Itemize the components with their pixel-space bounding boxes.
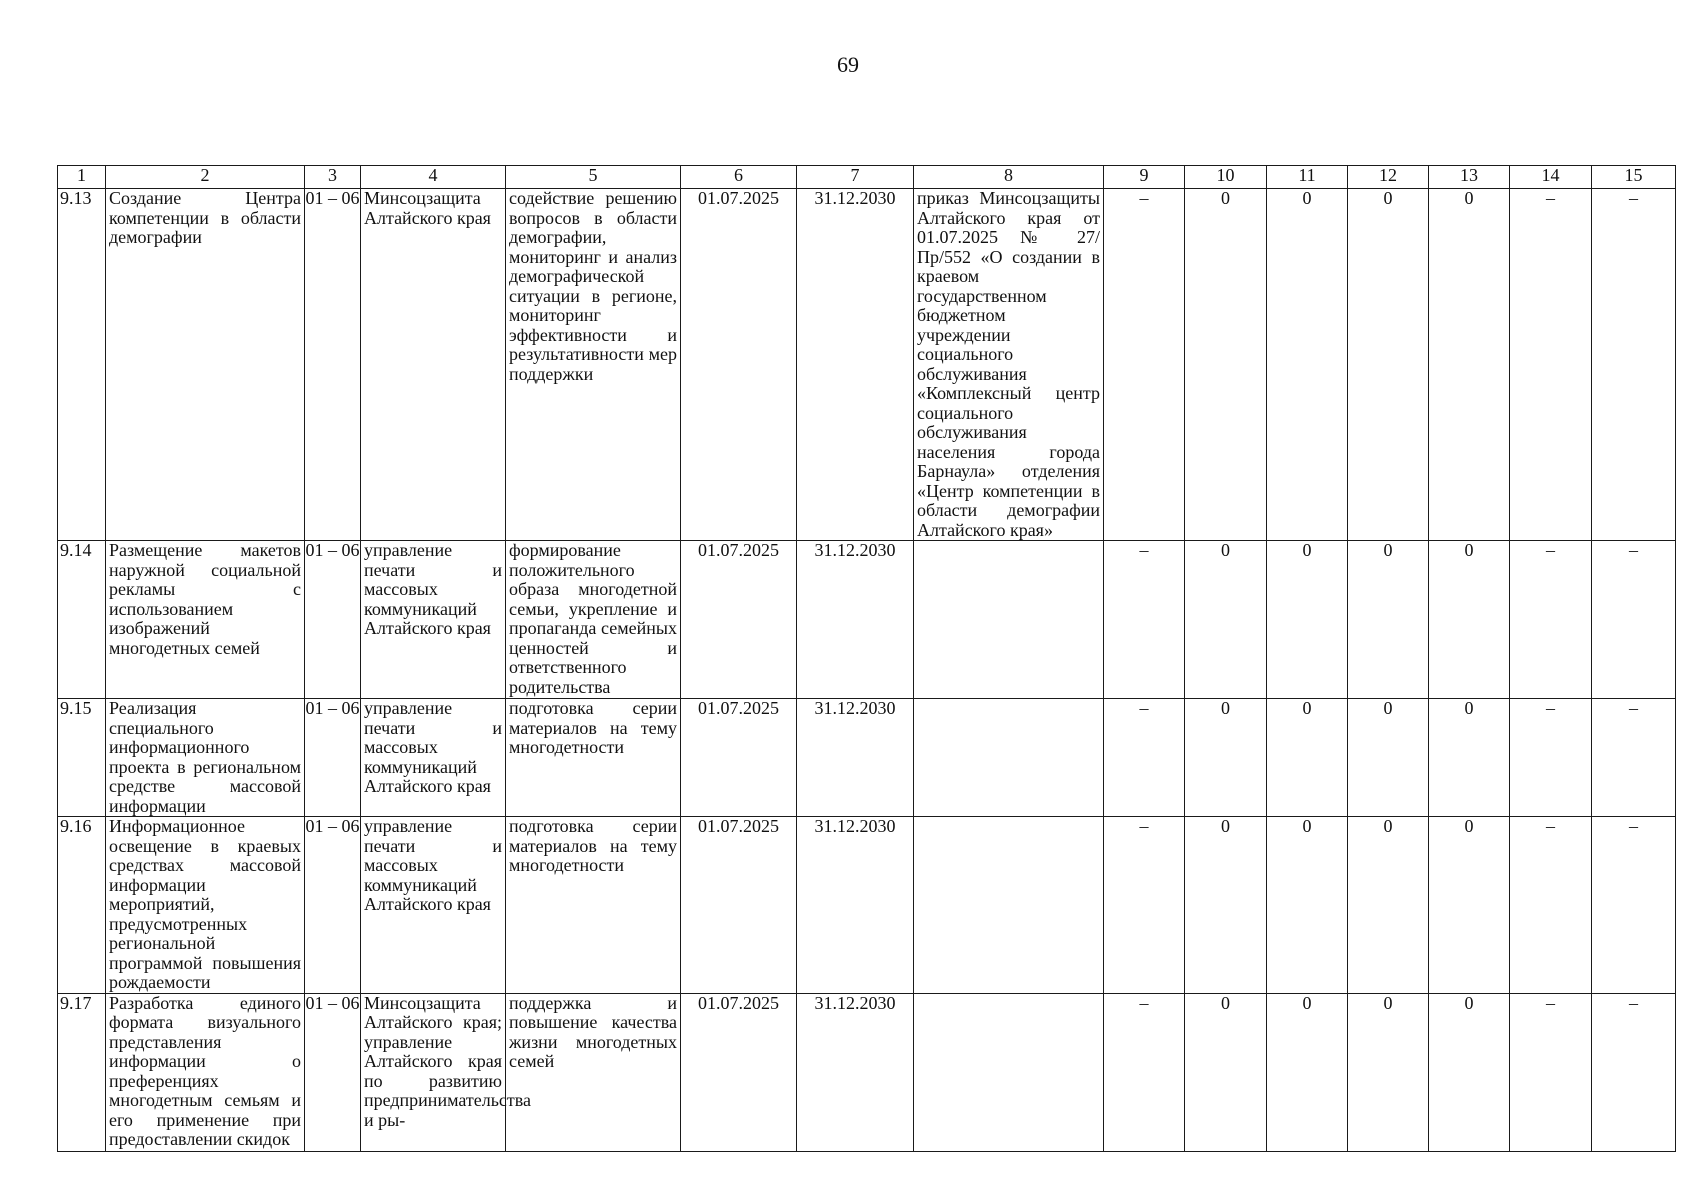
column-header: 11 (1267, 166, 1348, 189)
value-col-9: – (1104, 541, 1185, 699)
value-col-13: 0 (1429, 993, 1510, 1151)
value-col-13: 0 (1429, 541, 1510, 699)
expected-result: формирование положительного образа многодетной семьи, укрепление и пропаганда семейных ценностей и ответственного родительства (506, 541, 681, 699)
value-col-9: – (1104, 817, 1185, 994)
measure-name: Разработка единого формата визуального представления информации о преференциях многодетным семьям и его применение при предоставлении скидок (106, 993, 305, 1151)
value-col-10: 0 (1185, 189, 1267, 541)
end-date: 31.12.2030 (797, 817, 914, 994)
expected-result: поддержка и повышение качества жизни многодетных семей (506, 993, 681, 1151)
column-header: 4 (361, 166, 506, 189)
expected-result: подготовка серии материалов на тему многодетности (506, 699, 681, 817)
row-number: 9.16 (58, 817, 106, 994)
expected-result: содействие решению вопросов в области демографии, мониторинг и анализ демографической ситуации в регионе, мониторинг эффективности и результативности мер поддержки (506, 189, 681, 541)
column-header: 12 (1348, 166, 1429, 189)
column-header: 6 (681, 166, 797, 189)
column-header: 10 (1185, 166, 1267, 189)
expected-result: подготовка серии материалов на тему многодетности (506, 817, 681, 994)
value-col-11: 0 (1267, 189, 1348, 541)
column-header: 5 (506, 166, 681, 189)
table-row (58, 699, 1676, 817)
start-date: 01.07.2025 (681, 699, 797, 817)
task-code: 01 – 06 (305, 541, 361, 699)
value-col-12: 0 (1348, 189, 1429, 541)
basis-document (914, 699, 1104, 817)
task-code: 01 – 06 (305, 817, 361, 994)
measures-table (57, 165, 1676, 1152)
value-col-14: – (1510, 699, 1592, 817)
value-col-14: – (1510, 541, 1592, 699)
column-header: 13 (1429, 166, 1510, 189)
value-col-14: – (1510, 993, 1592, 1151)
value-col-15: – (1592, 699, 1676, 817)
end-date: 31.12.2030 (797, 541, 914, 699)
column-header: 15 (1592, 166, 1676, 189)
column-header: 7 (797, 166, 914, 189)
column-header: 2 (106, 166, 305, 189)
column-header: 14 (1510, 166, 1592, 189)
column-header: 9 (1104, 166, 1185, 189)
measure-name: Информационное освещение в краевых средствах массовой информации мероприятий, предусмотренных региональной программой повышения рождаемости (106, 817, 305, 994)
value-col-10: 0 (1185, 993, 1267, 1151)
value-col-12: 0 (1348, 699, 1429, 817)
basis-document (914, 541, 1104, 699)
basis-document (914, 817, 1104, 994)
executor: управление печати и массовых коммуникаций Алтайского края (361, 699, 506, 817)
value-col-13: 0 (1429, 189, 1510, 541)
basis-document (914, 993, 1104, 1151)
value-col-9: – (1104, 189, 1185, 541)
value-col-10: 0 (1185, 817, 1267, 994)
executor: управление печати и массовых коммуникаций Алтайского края (361, 817, 506, 994)
end-date: 31.12.2030 (797, 189, 914, 541)
value-col-11: 0 (1267, 993, 1348, 1151)
row-number: 9.13 (58, 189, 106, 541)
table-row (58, 817, 1676, 994)
page-number: 69 (837, 52, 859, 77)
measure-name: Реализация специального информационного проекта в региональном средстве массовой информации (106, 699, 305, 817)
value-col-12: 0 (1348, 541, 1429, 699)
value-col-15: – (1592, 189, 1676, 541)
value-col-15: – (1592, 817, 1676, 994)
executor: управление печати и массовых коммуникаций Алтайского края (361, 541, 506, 699)
value-col-11: 0 (1267, 541, 1348, 699)
value-col-15: – (1592, 993, 1676, 1151)
start-date: 01.07.2025 (681, 817, 797, 994)
value-col-12: 0 (1348, 817, 1429, 994)
row-number: 9.14 (58, 541, 106, 699)
value-col-12: 0 (1348, 993, 1429, 1151)
executor: Минсоцзащита Алтайского края (361, 189, 506, 541)
measure-name: Размещение макетов наружной социальной рекламы с использованием изображений многодетных семей (106, 541, 305, 699)
value-col-9: – (1104, 993, 1185, 1151)
column-header: 1 (58, 166, 106, 189)
table-row (58, 993, 1676, 1151)
table-row (58, 541, 1676, 699)
row-number: 9.15 (58, 699, 106, 817)
task-code: 01 – 06 (305, 189, 361, 541)
column-header: 3 (305, 166, 361, 189)
column-header: 8 (914, 166, 1104, 189)
value-col-13: 0 (1429, 699, 1510, 817)
value-col-10: 0 (1185, 699, 1267, 817)
start-date: 01.07.2025 (681, 993, 797, 1151)
end-date: 31.12.2030 (797, 993, 914, 1151)
value-col-11: 0 (1267, 699, 1348, 817)
row-number: 9.17 (58, 993, 106, 1151)
table-row (58, 189, 1676, 541)
value-col-15: – (1592, 541, 1676, 699)
header-row (58, 166, 1676, 189)
start-date: 01.07.2025 (681, 541, 797, 699)
end-date: 31.12.2030 (797, 699, 914, 817)
value-col-13: 0 (1429, 817, 1510, 994)
task-code: 01 – 06 (305, 993, 361, 1151)
task-code: 01 – 06 (305, 699, 361, 817)
value-col-11: 0 (1267, 817, 1348, 994)
value-col-10: 0 (1185, 541, 1267, 699)
basis-document: приказ Минсоцзащиты Алтайского края от 01.07.2025 № 27/Пр/552 «О создании в краевом государственном бюджетном учреждении социального обслуживания «Комплексный центр социального обслуживания населения города Барнаула» отделения «Центр компетенции в области демографии Алтайского края» (914, 189, 1104, 541)
value-col-9: – (1104, 699, 1185, 817)
start-date: 01.07.2025 (681, 189, 797, 541)
executor: Минсоцзащита Алтайского края; управление Алтайского края по развитию предпринимательства и ры- (361, 993, 506, 1151)
value-col-14: – (1510, 817, 1592, 994)
measure-name: Создание Центра компетенции в области демографии (106, 189, 305, 541)
value-col-14: – (1510, 189, 1592, 541)
